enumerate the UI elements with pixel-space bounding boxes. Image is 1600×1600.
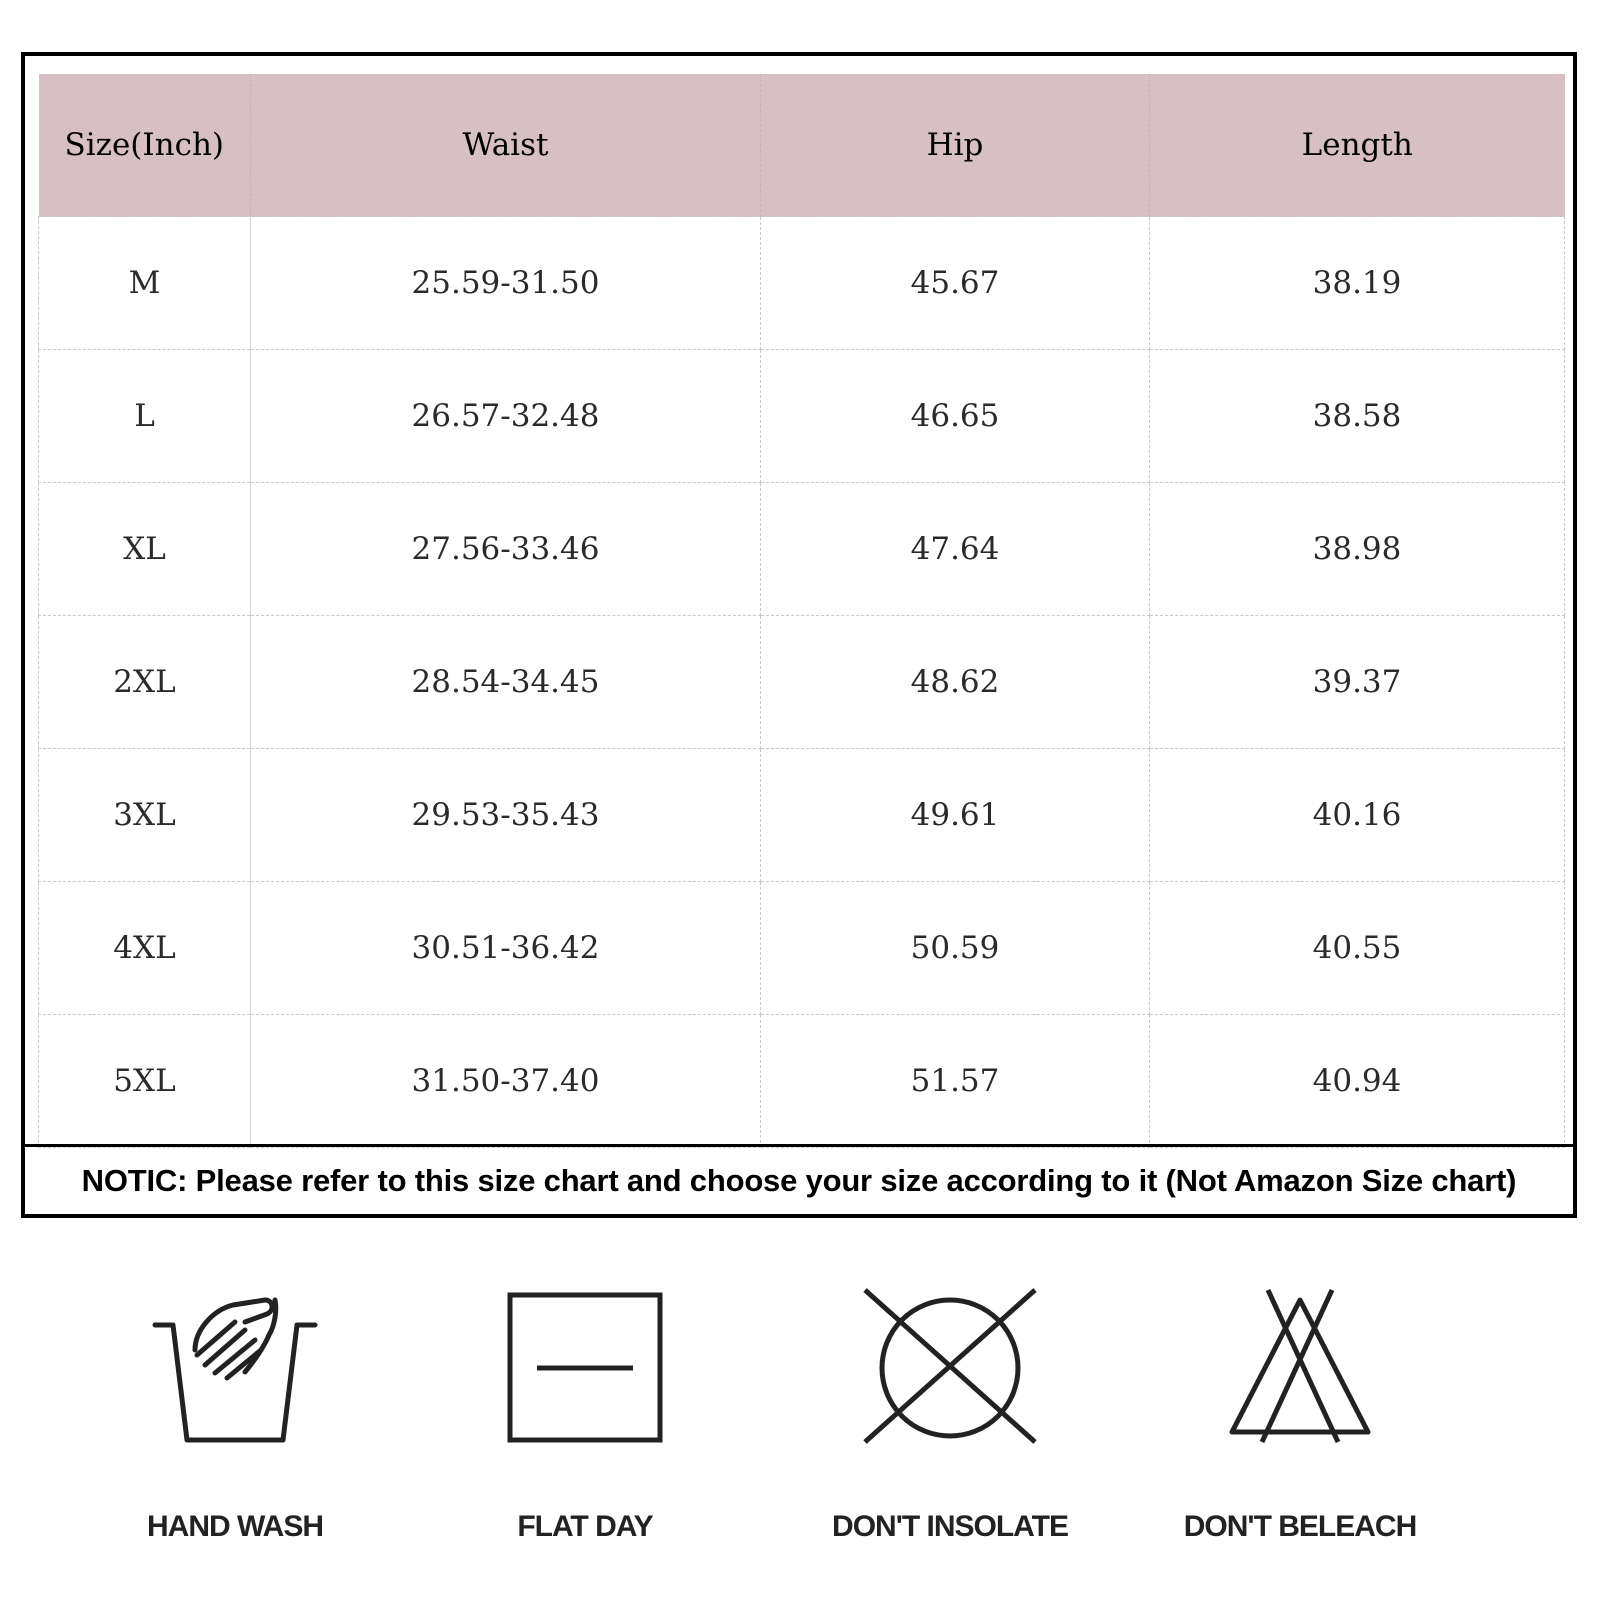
flat-dry-icon — [475, 1280, 695, 1480]
do-not-bleach-icon — [1190, 1280, 1410, 1480]
column-header-hip: Hip — [761, 74, 1150, 217]
hip-cell: 48.62 — [761, 616, 1150, 749]
table-header-row — [39, 74, 1565, 217]
waist-cell: 25.59-31.50 — [251, 217, 761, 350]
hand-wash-icon — [125, 1280, 345, 1480]
hip-cell: 47.64 — [761, 483, 1150, 616]
table-row — [39, 882, 1565, 1015]
care-item-do-not-bleach — [1150, 1280, 1450, 1580]
table-row — [39, 350, 1565, 483]
table-row — [39, 1015, 1565, 1148]
waist-cell: 26.57-32.48 — [251, 350, 761, 483]
length-cell: 39.37 — [1150, 616, 1565, 749]
hip-cell: 50.59 — [761, 882, 1150, 1015]
size-chart-notice: NOTIC: Please refer to this size chart and choose your size according to it (Not Amazon Size chart) — [25, 1144, 1573, 1214]
size-chart-frame — [21, 52, 1577, 1218]
size-cell: 2XL — [39, 616, 251, 749]
waist-cell: 29.53-35.43 — [251, 749, 761, 882]
length-cell: 40.55 — [1150, 882, 1565, 1015]
hip-cell: 46.65 — [761, 350, 1150, 483]
size-cell: 3XL — [39, 749, 251, 882]
hip-cell: 45.67 — [761, 217, 1150, 350]
care-instructions — [0, 1280, 1600, 1580]
waist-cell: 31.50-37.40 — [251, 1015, 761, 1148]
column-header-waist: Waist — [251, 74, 761, 217]
waist-cell: 30.51-36.42 — [251, 882, 761, 1015]
care-label: FLAT DAY — [517, 1510, 653, 1543]
column-header-size: Size(Inch) — [39, 74, 251, 217]
size-cell: XL — [39, 483, 251, 616]
table-row — [39, 483, 1565, 616]
size-chart-table — [38, 74, 1565, 1148]
table-row — [39, 616, 1565, 749]
care-item-do-not-insolate — [800, 1280, 1100, 1580]
waist-cell: 28.54-34.45 — [251, 616, 761, 749]
size-cell: M — [39, 217, 251, 350]
do-not-tumble-dry-icon — [840, 1280, 1060, 1480]
care-item-hand-wash — [85, 1280, 385, 1580]
size-cell: L — [39, 350, 251, 483]
column-header-length: Length — [1150, 74, 1565, 217]
hip-cell: 49.61 — [761, 749, 1150, 882]
length-cell: 38.58 — [1150, 350, 1565, 483]
size-cell: 4XL — [39, 882, 251, 1015]
length-cell: 40.16 — [1150, 749, 1565, 882]
size-cell: 5XL — [39, 1015, 251, 1148]
care-item-flat-dry — [435, 1280, 735, 1580]
care-label: DON'T INSOLATE — [832, 1510, 1068, 1543]
table-row — [39, 217, 1565, 350]
hip-cell: 51.57 — [761, 1015, 1150, 1148]
waist-cell: 27.56-33.46 — [251, 483, 761, 616]
length-cell: 38.19 — [1150, 217, 1565, 350]
table-row — [39, 749, 1565, 882]
length-cell: 38.98 — [1150, 483, 1565, 616]
care-label: HAND WASH — [147, 1510, 323, 1543]
care-label: DON'T BELEACH — [1183, 1510, 1417, 1543]
length-cell: 40.94 — [1150, 1015, 1565, 1148]
